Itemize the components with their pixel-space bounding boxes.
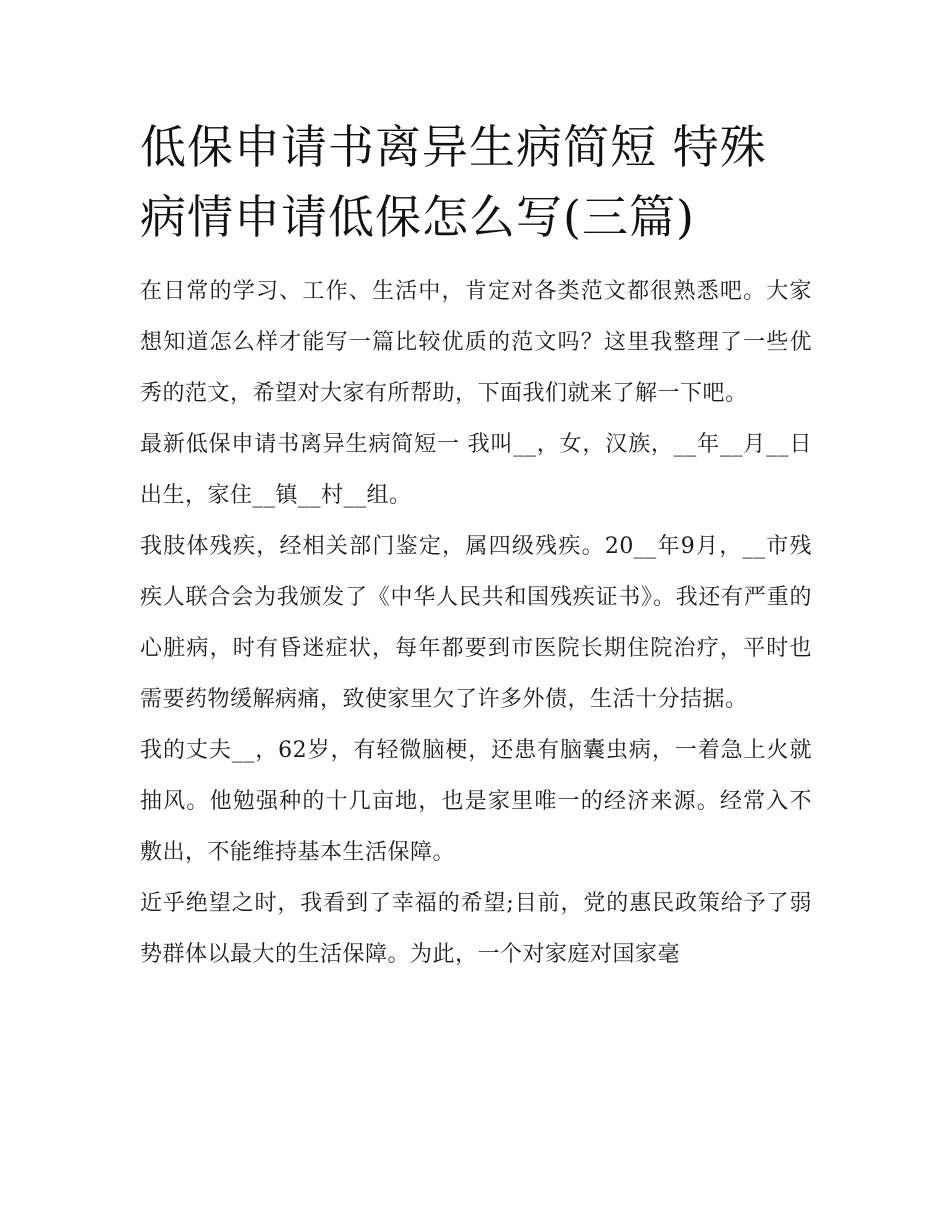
document-title: 低保申请书离异生病简短 特殊病情申请低保怎么写(三篇) [140,120,767,244]
document-body [140,112,812,980]
paragraph-policy: 近乎绝望之时，我看到了幸福的希望;目前，党的惠民政策给予了弱势群体以最大的生活保障。为此，一个对家庭对国家毫 [140,891,812,967]
paragraph-applicant-info: 最新低保申请书离异生病简短一 我叫__，女，汉族，__年__月__日出生，家住__镇__村__组。 [140,432,812,508]
paragraph-husband: 我的丈夫__，62岁，有轻微脑梗，还患有脑囊虫病，一着急上火就抽风。他勉强种的十几亩地，也是家里唯一的经济来源。经常入不敷出，不能维持基本生活保障。 [140,738,812,865]
paragraph-intro: 在日常的学习、工作、生活中，肯定对各类范文都很熟悉吧。大家想知道怎么样才能写一篇比较优质的范文吗？这里我整理了一些优秀的范文，希望对大家有所帮助，下面我们就来了解一下吧。 [140,279,812,406]
paragraph-disability: 我肢体残疾，经相关部门鉴定，属四级残疾。20__年9月，__市残疾人联合会为我颁发了《中华人民共和国残疾证书》。我还有严重的心脏病，时有昏迷症状，每年都要到市医院长期住院治疗，平时也需要药物缓解病痛，致使家里欠了许多外债，生活十分拮据。 [140,534,812,712]
